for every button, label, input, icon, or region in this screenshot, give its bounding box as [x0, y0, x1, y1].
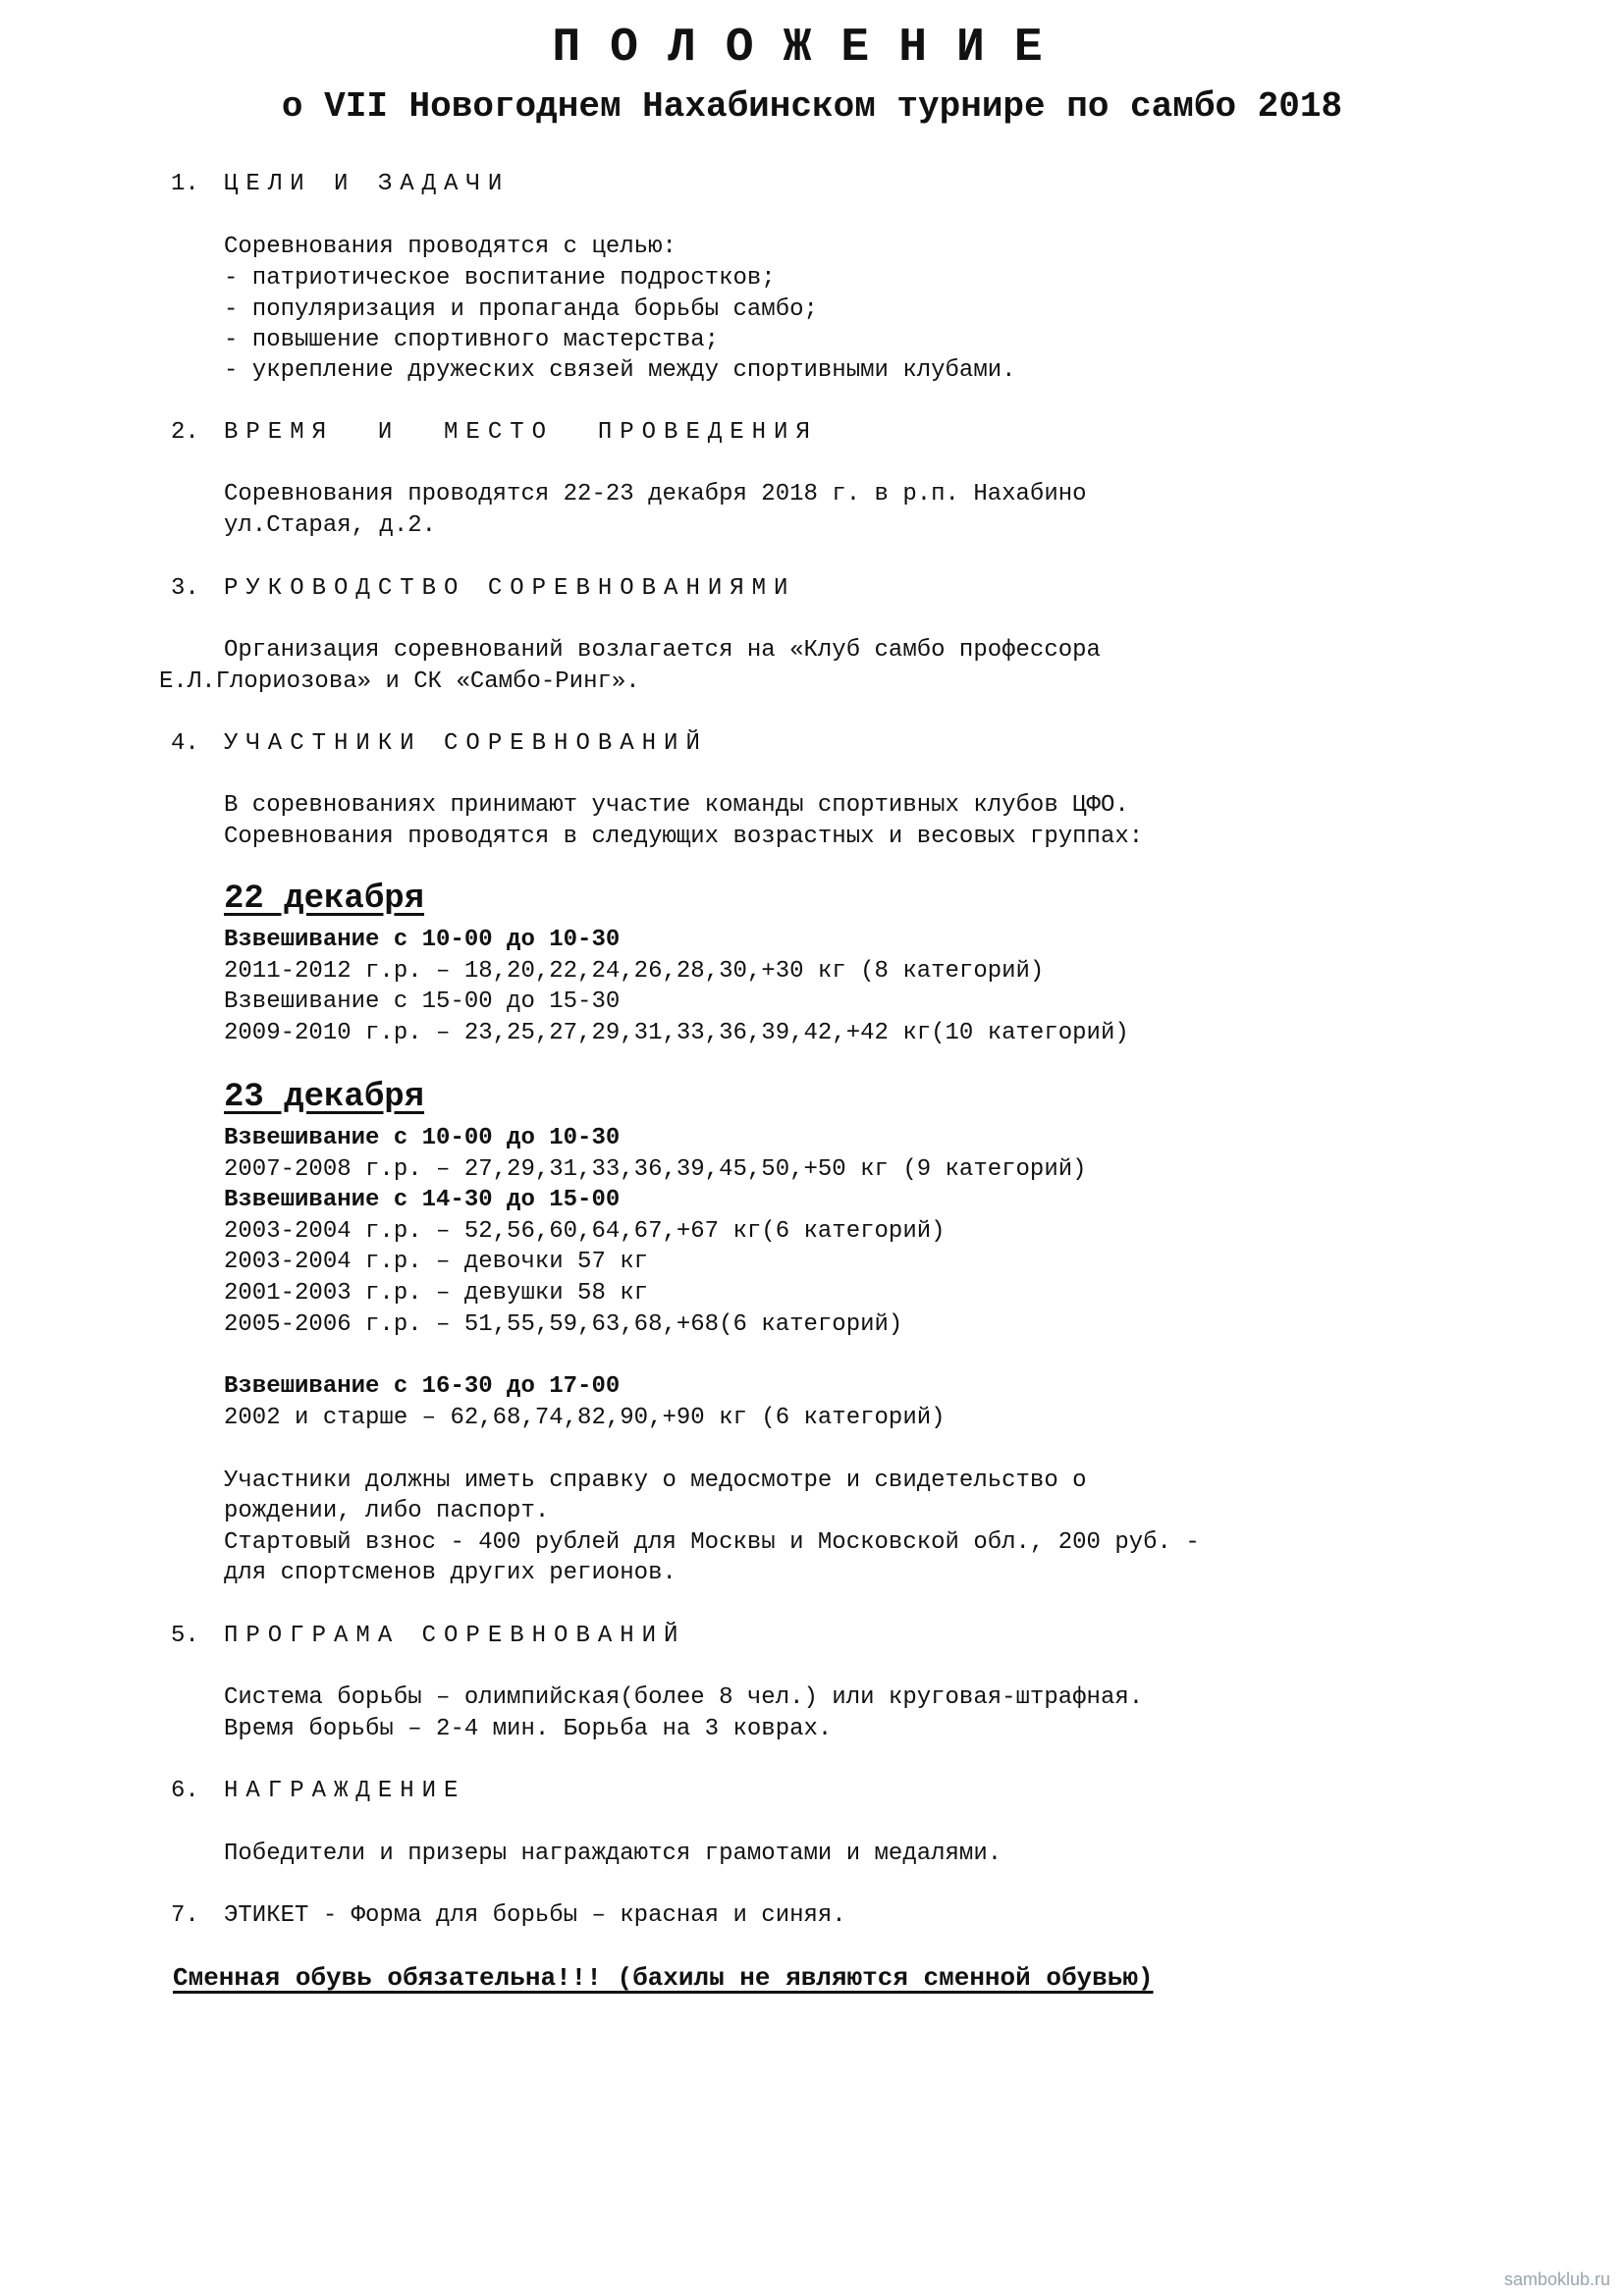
section-number: 1. — [171, 171, 199, 197]
body-line: Е.Л.Глориозова» и СК «Самбо-Ринг». — [159, 668, 640, 695]
category-line: 2001-2003 г.р. – девушки 58 кг — [224, 1280, 649, 1307]
section-number: 3. — [171, 575, 199, 602]
section-heading: ЦЕЛИ И ЗАДАЧИ — [224, 171, 511, 197]
body-line: Соревнования проводятся 22-23 декабря 2018 г. в р.п. Нахабино — [224, 481, 1087, 507]
body-line: Соревнования проводятся в следующих возрастных и весовых группах: — [224, 824, 1144, 850]
category-line: 2007-2008 г.р. – 27,29,31,33,36,39,45,50,+50 кг (9 категорий) — [224, 1156, 1087, 1183]
body-line: Соревнования проводятся с целью: — [224, 234, 677, 260]
body-line: для спортсменов других регионов. — [224, 1560, 677, 1586]
section-heading: ПРОГРАМА СОРЕВНОВАНИЙ — [224, 1623, 686, 1649]
weigh-in-line: Взвешивание с 10-00 до 10-30 — [224, 1125, 621, 1151]
body-line: - повышение спортивного мастерства; — [224, 327, 720, 353]
category-line: 2003-2004 г.р. – 52,56,60,64,67,+67 кг(6 категорий) — [224, 1218, 946, 1245]
weigh-in-line: Взвешивание с 10-00 до 10-30 — [224, 927, 621, 953]
section-heading: РУКОВОДСТВО СОРЕВНОВАНИЯМИ — [224, 575, 796, 602]
category-line: 2011-2012 г.р. – 18,20,22,24,26,28,30,+30 кг (8 категорий) — [224, 958, 1045, 985]
watermark: samboklub.ru — [1503, 2269, 1610, 2289]
body-line: Участники должны иметь справку о медосмотре и свидетельство о — [224, 1468, 1087, 1494]
category-line: 2005-2006 г.р. – 51,55,59,63,68,+68(6 категорий) — [224, 1311, 903, 1338]
day-heading: 23 декабря — [224, 1079, 425, 1116]
body-line: рождении, либо паспорт. — [224, 1498, 550, 1524]
body-line: - патриотическое воспитание подростков; — [224, 265, 776, 292]
document-title: ПОЛОЖЕНИЕ — [552, 22, 1072, 75]
day-heading: 22 декабря — [224, 881, 425, 918]
body-line: Победители и призеры награждаются грамотами и медалями. — [224, 1841, 1002, 1867]
weigh-in-line: Взвешивание с 15-00 до 15-30 — [224, 988, 621, 1015]
section-number: 4. — [171, 730, 199, 757]
body-line: - укрепление дружеских связей между спортивными клубами. — [224, 357, 1016, 384]
section-heading: НАГРАЖДЕНИЕ — [224, 1778, 466, 1804]
body-line: Организация соревнований возлагается на «Клуб самбо профессора — [224, 637, 1101, 664]
body-line: - популяризация и пропаганда борьбы самбо; — [224, 296, 818, 323]
body-line: Система борьбы – олимпийская(более 8 чел.) или круговая-штрафная. — [224, 1684, 1144, 1711]
weigh-in-line: Взвешивание с 16-30 до 17-00 — [224, 1373, 621, 1400]
section-heading: ВРЕМЯ И МЕСТО ПРОВЕДЕНИЯ — [224, 419, 818, 446]
weigh-in-line: Взвешивание с 14-30 до 15-00 — [224, 1187, 621, 1213]
body-line: В соревнованиях принимают участие команды спортивных клубов ЦФО. — [224, 792, 1129, 819]
section-number: 2. — [171, 419, 199, 446]
section-heading: ЭТИКЕТ - Форма для борьбы – красная и синяя. — [224, 1902, 846, 1929]
body-line: ул.Старая, д.2. — [224, 512, 437, 539]
section-number: 7. — [171, 1902, 199, 1929]
category-line: 2002 и старше – 62,68,74,82,90,+90 кг (6 категорий) — [224, 1405, 946, 1431]
section-heading: УЧАСТНИКИ СОРЕВНОВАНИЙ — [224, 730, 708, 757]
section-number: 6. — [171, 1778, 199, 1804]
final-note: Сменная обувь обязательна!!! (бахилы не являются сменной обувью) — [173, 1963, 1154, 1993]
section-number: 5. — [171, 1623, 199, 1649]
body-line: Время борьбы – 2-4 мин. Борьба на 3 коврах. — [224, 1716, 833, 1742]
category-line: 2003-2004 г.р. – девочки 57 кг — [224, 1249, 649, 1275]
body-line: Стартовый взнос - 400 рублей для Москвы и Московской обл., 200 руб. - — [224, 1529, 1200, 1556]
document-subtitle: о VII Новогоднем Нахабинском турнире по самбо 2018 — [281, 86, 1343, 127]
category-line: 2009-2010 г.р. – 23,25,27,29,31,33,36,39,42,+42 кг(10 категорий) — [224, 1020, 1129, 1046]
